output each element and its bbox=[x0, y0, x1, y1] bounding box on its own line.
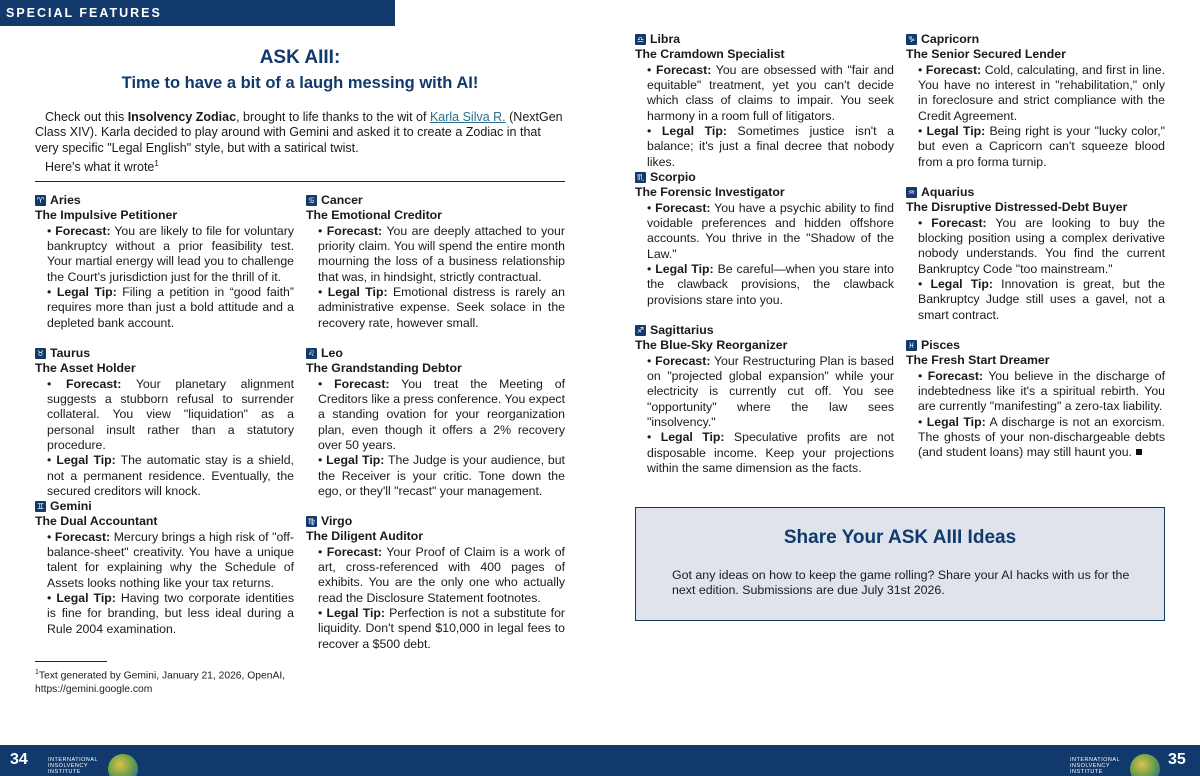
page-title: ASK AIII: bbox=[259, 47, 341, 68]
end-of-article-icon bbox=[1136, 449, 1142, 455]
sign-name: Taurus bbox=[50, 346, 91, 360]
libra-icon: ♎ bbox=[636, 35, 645, 45]
sign-name: Cancer bbox=[321, 193, 363, 207]
sign-tip: • Legal Tip: Be careful—when you stare into the clawback provisions, the clawback provisions stare into you. bbox=[647, 262, 894, 307]
sign-name: Scorpio bbox=[650, 170, 696, 184]
sign-forecast: • Forecast: You are likely to file for voluntary bankruptcy without a prior feasibility test. Your martial energy will lead you to challenge the Court's jurisdiction just for the thrill of it. bbox=[47, 223, 294, 284]
sign-title: The Dual Accountant bbox=[35, 514, 158, 529]
footer-bar bbox=[0, 745, 1200, 776]
page-number-right: 35 bbox=[1168, 751, 1186, 768]
sign-forecast: • Forecast: You are deeply attached to your priority claim. You will spend the entire month mourning the loss of a business relationship that was, in hindsight, strictly contractual. bbox=[318, 223, 565, 284]
sagittarius-icon: ♐ bbox=[636, 326, 645, 336]
cancer-icon: ♋ bbox=[307, 196, 316, 206]
sign-pisces bbox=[906, 338, 1165, 461]
globe-icon bbox=[108, 754, 138, 776]
sign-forecast: • Forecast: You are looking to buy the blocking position using a complex derivative nobody understands. You find the current Bankruptcy Code "too mainstream." bbox=[918, 215, 1165, 276]
sign-aquarius bbox=[906, 185, 1165, 323]
sign-tip: • Legal Tip: Sometimes justice isn't a balance; it's just a final decree that nobody likes. bbox=[647, 124, 894, 169]
sign-title: The Grandstanding Debtor bbox=[306, 361, 462, 376]
sign-forecast: • Forecast: You are obsessed with "fair and equitable" treatment, yet you can't decide which class of claims to impair. You seek harmony in a room full of litigators. bbox=[647, 62, 895, 123]
sign-forecast: • Forecast: You treat the Meeting of Creditors like a press conference. You expect a standing ovation for your reorganization plan, even though it offers a 2% recovery over 50 years. bbox=[318, 376, 565, 453]
sign-title: The Asset Holder bbox=[35, 361, 136, 376]
sign-title: The Emotional Creditor bbox=[306, 208, 442, 223]
sign-title: The Forensic Investigator bbox=[635, 185, 785, 200]
sign-tip: • Legal Tip: Filing a petition in “good faith” requires more than just a bold attitude and a depleted bank account. bbox=[47, 285, 294, 330]
sign-name: Aquarius bbox=[921, 185, 975, 199]
leo-icon: ♌ bbox=[307, 349, 316, 359]
author-link[interactable]: Karla Silva R. bbox=[429, 110, 506, 124]
sign-name: Gemini bbox=[50, 499, 92, 513]
sign-gemini bbox=[35, 499, 294, 637]
taurus-icon: ♉ bbox=[36, 349, 45, 359]
sign-title: The Senior Secured Lender bbox=[906, 47, 1066, 62]
sign-title: The Fresh Start Dreamer bbox=[906, 353, 1050, 368]
sign-tip: • Legal Tip: Being right is your "lucky color," but even a Capricorn can't squeeze blood from a pro forma turnip. bbox=[918, 124, 1165, 169]
sign-forecast: • Forecast: You believe in the discharge of indebtedness like it's a spiritual rebirth. You are currently "manifesting" a zero-tax liability. bbox=[918, 368, 1165, 414]
scorpio-icon: ♏ bbox=[636, 173, 645, 183]
iii-logo-right: INTERNATIONAL INSOLVENCY INSTITUTE bbox=[1070, 748, 1160, 776]
intro-bold-term: Insolvency Zodiac bbox=[127, 110, 237, 124]
iii-logo-left: INTERNATIONAL INSOLVENCY INSTITUTE bbox=[48, 748, 138, 776]
sign-tip: • Legal Tip: A discharge is not an exorcism. The ghosts of your non-dischargeable debts (and student loans) may still haunt you. bbox=[918, 414, 1165, 460]
pisces-icon: ♓ bbox=[907, 341, 916, 351]
sign-title: The Blue-Sky Reorganizer bbox=[635, 338, 788, 353]
globe-icon bbox=[1130, 754, 1160, 776]
footnote-divider bbox=[35, 661, 107, 662]
sign-tip: • Legal Tip: Emotional distress is rarely an administrative expense. Seek solace in the recovery rate, however small. bbox=[318, 285, 565, 330]
sign-leo bbox=[306, 346, 565, 499]
intro-paragraph: Check out this Insolvency Zodiac, brought to life thanks to the wit of Karla Silva R. (NextGen Class XIV). Karla decided to play around with Gemini and asked it to create a Zodiac in that very specific "Legal English" style, but with a satirical twist. bbox=[35, 110, 563, 155]
footnote: $^1$Text generated by Gemini, January 21, 2026, OpenAI, https://gemini.google.com bbox=[35, 669, 286, 695]
intro-text bbox=[35, 110, 565, 176]
sign-name: Leo bbox=[321, 346, 343, 360]
page-number-left: 34 bbox=[10, 751, 28, 768]
sign-name: Capricorn bbox=[921, 32, 980, 46]
sign-name: Sagittarius bbox=[650, 323, 714, 337]
sign-name: Libra bbox=[650, 32, 681, 46]
sign-aries bbox=[35, 193, 294, 331]
sign-tip: • Legal Tip: The Judge is your audience, but the Receiver is your critic. Tone down the ego, or they'll "recast" your management. bbox=[318, 453, 565, 499]
share-text: Got any ideas on how to keep the game rolling? Share your AI hacks with us for the next edition. Submissions are due July 31st 2026. bbox=[672, 568, 1130, 598]
sign-name: Aries bbox=[50, 193, 81, 207]
sign-forecast: • Forecast: Your planetary alignment suggests a stubborn refusal to surrender collateral. You view "liquidation" as a personal insult rather than a statutory procedure. bbox=[47, 376, 294, 453]
sign-title: The Impulsive Petitioner bbox=[35, 208, 178, 223]
sign-libra bbox=[635, 32, 894, 170]
sign-title: The Diligent Auditor bbox=[306, 529, 424, 544]
sign-taurus bbox=[35, 346, 294, 499]
sign-name: Virgo bbox=[321, 514, 353, 528]
gemini-icon: ♊ bbox=[36, 502, 45, 512]
aquarius-icon: ♒ bbox=[907, 188, 916, 198]
sign-name: Pisces bbox=[921, 338, 960, 352]
sign-cancer bbox=[306, 193, 565, 331]
sign-title: The Cramdown Specialist bbox=[635, 47, 785, 62]
share-title: Share Your ASK AIII Ideas bbox=[783, 527, 1017, 548]
share-ideas-panel bbox=[635, 507, 1165, 621]
sign-forecast: • Forecast: Cold, calculating, and first in line. You have no interest in "rehabilitation," only in foreclosure and strict compliance with the Credit Agreement. bbox=[918, 62, 1165, 123]
intro-lead: Here's what it wrote$^1$ bbox=[45, 159, 159, 175]
sign-forecast: • Forecast: Your Proof of Claim is a work of art, cross-referenced with 400 pages of exhibits. You are the only one who actually read the Disclosure Statement footnotes. bbox=[318, 544, 565, 605]
sign-virgo bbox=[306, 514, 565, 652]
page-subtitle: Time to have a bit of a laugh messing with AI! bbox=[121, 74, 479, 92]
divider bbox=[35, 181, 565, 182]
section-banner: SPECIAL FEATURES bbox=[0, 0, 395, 26]
aries-icon: ♈ bbox=[36, 196, 45, 206]
sign-tip: • Legal Tip: Perfection is not a substitute for liquidity. Don't spend $10,000 in legal fees to recover a $500 debt. bbox=[318, 606, 566, 651]
sign-title: The Disruptive Distressed-Debt Buyer bbox=[906, 200, 1128, 215]
sign-tip: • Legal Tip: Innovation is great, but the Bankruptcy Judge still uses a gavel, not a smart contract. bbox=[918, 277, 1165, 322]
sign-capricorn bbox=[906, 32, 1165, 170]
sign-forecast: • Forecast: Mercury brings a high risk of "off-balance-sheet" creativity. You have a unique talent for explaining why the Schedule of Assets looks nothing like your tax returns. bbox=[47, 529, 294, 590]
capricorn-icon: ♑ bbox=[907, 35, 916, 45]
sign-forecast: • Forecast: You have a psychic ability to find voidable preferences and hidden offshore accounts. You thrive in the "Shadow of the Law." bbox=[647, 200, 894, 261]
virgo-icon: ♍ bbox=[307, 517, 316, 527]
footnote-ref: 1 bbox=[154, 159, 159, 169]
sign-sagittarius bbox=[635, 323, 894, 476]
sign-scorpio bbox=[635, 170, 894, 308]
sign-tip: • Legal Tip: Having two corporate identities is fine for branding, but less ideal during a Rule 2004 examination. bbox=[47, 591, 294, 636]
sign-tip: • Legal Tip: The automatic stay is a shield, not a permanent residence. Eventually, the secured creditors will knock. bbox=[47, 453, 294, 499]
sign-forecast: • Forecast: Your Restructuring Plan is based on "projected global expansion" while your electricity is currently cut off. You see "opportunity" where the law sees "insolvency." bbox=[647, 353, 894, 430]
sign-tip: • Legal Tip: Speculative profits are not disposable income. Keep your projections within the same dimension as the facts. bbox=[647, 430, 894, 476]
